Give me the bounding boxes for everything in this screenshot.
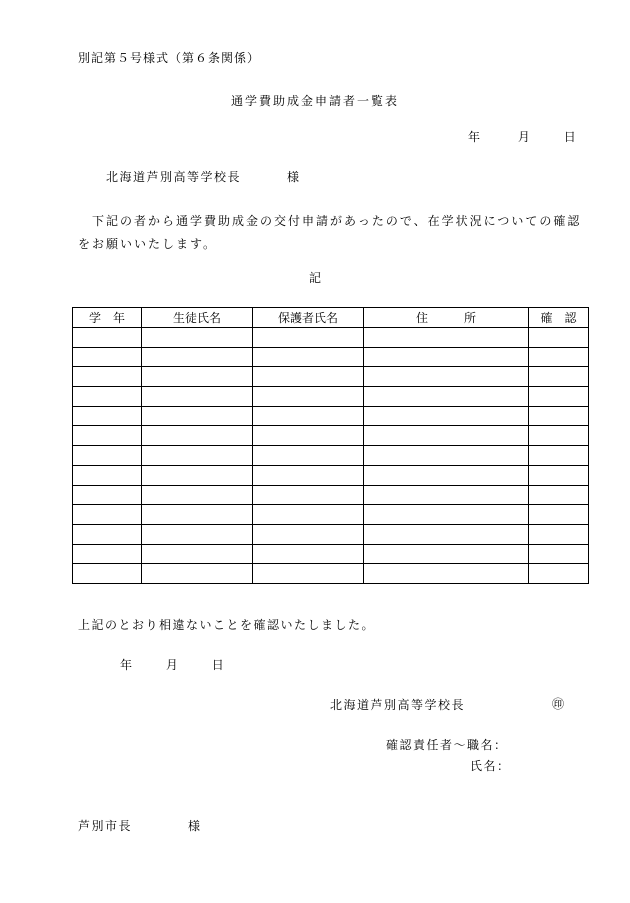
confirmation-cell — [529, 505, 589, 525]
addressee-top — [106, 171, 299, 183]
student-name-cell — [142, 367, 253, 387]
confirmation-cell — [529, 328, 589, 348]
table-row — [73, 406, 589, 426]
header-student-name: 生徒氏名 — [142, 308, 253, 328]
address-cell — [364, 505, 529, 525]
confirmation-cell — [529, 446, 589, 466]
guardian-name-cell — [253, 564, 364, 584]
mayor-addressee — [78, 820, 202, 832]
student-name-cell — [142, 328, 253, 348]
grade-cell — [73, 387, 142, 407]
table-row — [73, 564, 589, 584]
table-row — [73, 367, 589, 387]
form-number: 別記第５号様式（第６条関係） — [78, 51, 261, 65]
guardian-name-cell — [253, 446, 364, 466]
grade-cell — [73, 524, 142, 544]
document-title: 通学費助成金申請者一覧表 — [230, 94, 399, 108]
address-cell — [364, 347, 529, 367]
student-name-cell — [142, 465, 253, 485]
address-cell — [364, 465, 529, 485]
guardian-name-cell — [253, 485, 364, 505]
grade-cell — [73, 564, 142, 584]
grade-cell — [73, 328, 142, 348]
student-name-cell — [142, 426, 253, 446]
seal-icon: ㊞ — [552, 697, 565, 711]
grade-cell — [73, 446, 142, 466]
guardian-name-cell — [253, 406, 364, 426]
address-cell — [364, 367, 529, 387]
guardian-name-cell — [253, 387, 364, 407]
guardian-name-cell — [253, 524, 364, 544]
guardian-name-cell — [253, 426, 364, 446]
table-row — [73, 387, 589, 407]
student-name-cell — [142, 544, 253, 564]
table-row — [73, 446, 589, 466]
table-row — [73, 465, 589, 485]
guardian-name-cell — [253, 505, 364, 525]
confirmation-cell — [529, 426, 589, 446]
grade-cell — [73, 505, 142, 525]
year-label: 年 — [468, 130, 481, 144]
confirmation-cell — [529, 485, 589, 505]
header-guardian-name: 保護者氏名 — [253, 308, 364, 328]
table-body — [73, 328, 589, 584]
address-cell — [364, 426, 529, 446]
student-name-cell — [142, 347, 253, 367]
student-name-cell — [142, 564, 253, 584]
address-cell — [364, 406, 529, 426]
day-label: 日 — [563, 130, 576, 144]
table-row — [73, 328, 589, 348]
applicant-table — [72, 307, 589, 584]
month-label: 月 — [517, 130, 530, 144]
student-name-cell — [142, 406, 253, 426]
confirmation-cell — [529, 347, 589, 367]
student-name-cell — [142, 387, 253, 407]
grade-cell — [73, 367, 142, 387]
grade-cell — [73, 406, 142, 426]
year-label: 年 — [120, 658, 133, 672]
table-header-row — [73, 308, 589, 328]
address-cell — [364, 387, 529, 407]
grade-cell — [73, 485, 142, 505]
mayor-honorific: 様 — [188, 819, 202, 833]
header-confirmation: 確 認 — [529, 308, 589, 328]
request-text: 下記の者から通学費助成金の交付申請があったので、在学状況についての確認をお願いいたします。 — [78, 214, 582, 251]
header-address: 住 所 — [364, 308, 529, 328]
student-name-cell — [142, 524, 253, 544]
mayor-name: 芦別市長 — [78, 819, 133, 833]
address-cell — [364, 564, 529, 584]
table-row — [73, 544, 589, 564]
student-name-cell — [142, 505, 253, 525]
confirm-text: 上記のとおり相違ないことを確認いたしました。 — [78, 618, 376, 632]
addressee-name: 北海道芦別高等学校長 — [106, 170, 242, 184]
grade-cell — [73, 426, 142, 446]
grade-cell — [73, 544, 142, 564]
address-cell — [364, 524, 529, 544]
student-name-cell — [142, 485, 253, 505]
date-line-top — [468, 131, 576, 143]
confirmation-cell — [529, 564, 589, 584]
table-row — [73, 485, 589, 505]
date-line-bottom — [120, 659, 224, 671]
header-grade: 学 年 — [73, 308, 142, 328]
table-row — [73, 505, 589, 525]
confirmation-cell — [529, 406, 589, 426]
confirmer-title-label: 確認責任者〜職名： — [386, 738, 508, 752]
table-row — [73, 524, 589, 544]
month-label: 月 — [165, 658, 178, 672]
confirmation-cell — [529, 387, 589, 407]
confirmation-cell — [529, 465, 589, 485]
address-cell — [364, 328, 529, 348]
student-name-cell — [142, 446, 253, 466]
address-cell — [364, 485, 529, 505]
guardian-name-cell — [253, 544, 364, 564]
grade-cell — [73, 347, 142, 367]
confirmation-cell — [529, 544, 589, 564]
guardian-name-cell — [253, 347, 364, 367]
confirmation-cell — [529, 367, 589, 387]
guardian-name-cell — [253, 367, 364, 387]
guardian-name-cell — [253, 328, 364, 348]
guardian-name-cell — [253, 465, 364, 485]
day-label: 日 — [211, 658, 224, 672]
confirmation-cell — [529, 524, 589, 544]
grade-cell — [73, 465, 142, 485]
table-row — [73, 426, 589, 446]
table-row — [73, 347, 589, 367]
address-cell — [364, 544, 529, 564]
addressee-honorific: 様 — [287, 170, 300, 184]
address-cell — [364, 446, 529, 466]
principal-name: 北海道芦別高等学校長 — [330, 698, 466, 712]
ki-label: 記 — [308, 271, 321, 285]
confirmer-name-label: 氏名： — [470, 759, 511, 773]
